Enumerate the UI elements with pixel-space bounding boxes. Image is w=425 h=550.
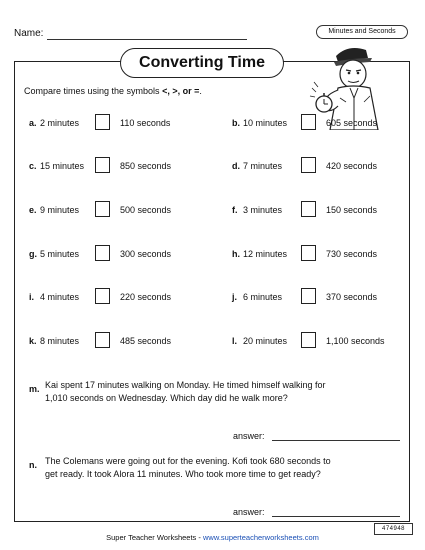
problem-letter: b. xyxy=(232,118,240,128)
problem-letter: j. xyxy=(232,292,238,302)
problem-letter: c. xyxy=(29,161,37,171)
comparison-answer-box[interactable] xyxy=(95,114,110,130)
problem-letter: k. xyxy=(29,336,37,346)
comparison-answer-box[interactable] xyxy=(301,201,316,217)
answer-label-m: answer: xyxy=(233,431,265,441)
problem-right-value: 370 seconds xyxy=(326,292,378,302)
word-problem-m xyxy=(29,379,40,397)
problem-left-value: 15 minutes xyxy=(40,161,85,171)
stopwatch-man-illustration xyxy=(308,38,408,130)
answer-label-n: answer: xyxy=(233,507,265,517)
problem-left-value: 6 minutes xyxy=(243,292,283,302)
problem-right-value: 150 seconds xyxy=(326,205,378,215)
problem-letter: l. xyxy=(232,336,238,346)
comparison-answer-box[interactable] xyxy=(301,245,316,261)
word-problem-n xyxy=(29,455,37,473)
problem-left-value: 10 minutes xyxy=(243,118,288,128)
problem-right-value: 300 seconds xyxy=(120,249,172,259)
answer-line-m[interactable] xyxy=(272,440,400,441)
problem-letter: g. xyxy=(29,249,37,259)
word-problem-m-line2: 1,010 seconds on Wednesday. Which day did he walk more? xyxy=(45,393,288,403)
problem-left-value: 20 minutes xyxy=(243,336,288,346)
title-banner xyxy=(120,48,284,78)
answer-line-n[interactable] xyxy=(272,516,400,517)
comparison-answer-box[interactable] xyxy=(95,201,110,217)
problem-letter: a. xyxy=(29,118,37,128)
problem-left-value: 3 minutes xyxy=(243,205,283,215)
comparison-answer-box[interactable] xyxy=(301,114,316,130)
footer-separator: - xyxy=(196,533,203,542)
footer-url-link[interactable]: www.superteacherworksheets.com xyxy=(202,533,319,542)
instructions-symbols: <, >, or = xyxy=(162,86,200,96)
problem-letter: h. xyxy=(232,249,240,259)
problem-right-value: 1,100 seconds xyxy=(326,336,385,346)
topic-badge: Minutes and Seconds xyxy=(316,25,408,39)
comparison-answer-box[interactable] xyxy=(301,157,316,173)
comparison-answer-box[interactable] xyxy=(301,288,316,304)
comparison-answer-box[interactable] xyxy=(95,288,110,304)
instructions-suffix: . xyxy=(199,86,202,96)
problem-right-value: 500 seconds xyxy=(120,205,172,215)
comparison-answer-box[interactable] xyxy=(95,157,110,173)
problem-right-value: 850 seconds xyxy=(120,161,172,171)
problem-right-value: 220 seconds xyxy=(120,292,172,302)
name-field-line[interactable] xyxy=(47,39,247,40)
problem-letter: e. xyxy=(29,205,37,215)
problem-right-value: 485 seconds xyxy=(120,336,172,346)
word-problem-n-line2: get ready. It took Alora 11 minutes. Who took more time to get ready? xyxy=(45,469,321,479)
problem-letter: d. xyxy=(232,161,240,171)
instructions xyxy=(24,86,202,96)
footer xyxy=(0,533,425,542)
worksheet-code: 474948 xyxy=(374,523,413,535)
problem-right-value: 730 seconds xyxy=(326,249,378,259)
problem-left-value: 5 minutes xyxy=(40,249,80,259)
page-title: Converting Time xyxy=(139,54,265,71)
problem-left-value: 12 minutes xyxy=(243,249,288,259)
problem-right-value: 605 seconds xyxy=(326,118,378,128)
problem-left-value: 2 minutes xyxy=(40,118,80,128)
name-label: Name: xyxy=(14,28,44,39)
comparison-answer-box[interactable] xyxy=(301,332,316,348)
problem-left-value: 7 minutes xyxy=(243,161,283,171)
problem-letter: i. xyxy=(29,292,35,302)
comparison-answer-box[interactable] xyxy=(95,332,110,348)
comparison-answer-box[interactable] xyxy=(95,245,110,261)
problem-right-value: 420 seconds xyxy=(326,161,378,171)
problem-left-value: 9 minutes xyxy=(40,205,80,215)
problem-left-value: 8 minutes xyxy=(40,336,80,346)
footer-site-name: Super Teacher Worksheets xyxy=(106,533,197,542)
word-problem-m-line1: Kai spent 17 minutes walking on Monday. He timed himself walking for xyxy=(45,380,326,390)
problem-left-value: 4 minutes xyxy=(40,292,80,302)
word-problem-letter: m. xyxy=(29,384,40,394)
instructions-prefix: Compare times using the symbols xyxy=(24,86,163,96)
problem-right-value: 110 seconds xyxy=(120,118,171,128)
word-problem-letter: n. xyxy=(29,460,37,470)
word-problem-n-line1: The Colemans were going out for the evening. Kofi took 680 seconds to xyxy=(45,456,331,466)
problem-letter: f. xyxy=(232,205,238,215)
